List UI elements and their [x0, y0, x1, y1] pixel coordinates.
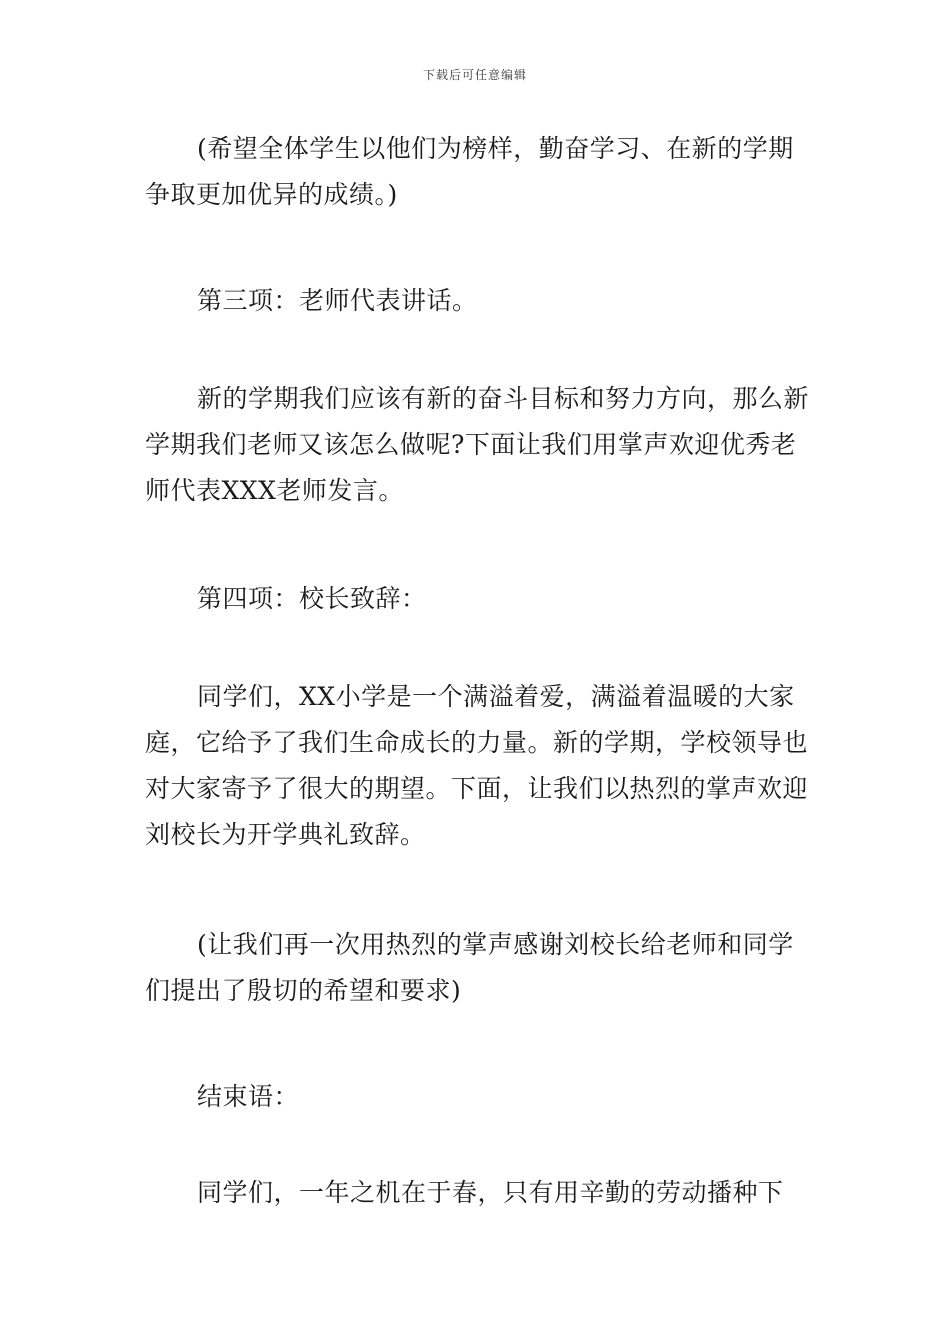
paragraph-item-three-heading: 第三项：老师代表讲话。: [197, 286, 478, 315]
paragraph-hope-note: (希望全体学生以他们为榜样，勤奋学习、在新的学期争取更加优异的成绩。): [145, 134, 794, 209]
paragraph-closing-text: 同学们，一年之机在于春，只有用辛勤的劳动播种下: [197, 1178, 784, 1207]
page-header-note: 下载后可任意编辑: [422, 68, 527, 82]
paragraph-thanks-note: (让我们再一次用热烈的掌声感谢刘校长给老师和同学们提出了殷切的希望和要求): [145, 930, 794, 1005]
paragraph-closing-heading: 结束语：: [197, 1082, 300, 1111]
paragraph-teacher-speech: 新的学期我们应该有新的奋斗目标和努力方向，那么新学期我们老师又该怎么做呢?下面让我们用掌声欢迎优秀老师代表XXX老师发言。: [145, 384, 810, 505]
paragraph-item-four-heading: 第四项：校长致辞：: [197, 584, 427, 613]
paragraph-principal-intro: 同学们，XX小学是一个满溢着爱，满溢着温暖的大家庭，它给予了我们生命成长的力量。新的学期，学校领导也对大家寄予了很大的期望。下面，让我们以热烈的掌声欢迎刘校长为开学典礼致辞。: [145, 682, 809, 849]
